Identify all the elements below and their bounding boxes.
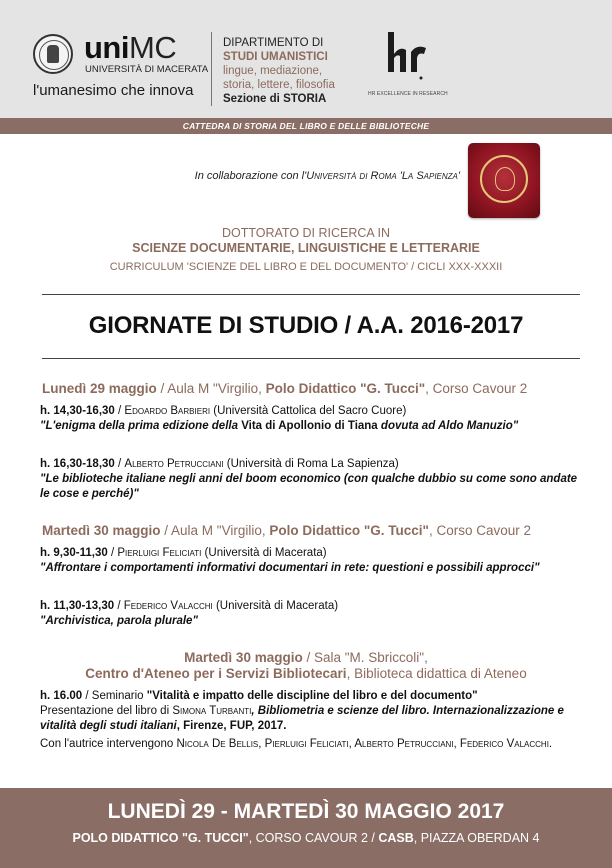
university-seal-icon — [33, 34, 73, 74]
footer-banner — [0, 788, 612, 868]
event-title: GIORNATE DI STUDIO / A.A. 2016-2017 — [88, 312, 524, 339]
sapienza-seal-icon — [468, 143, 540, 218]
footer-places: POLO DIDATTICO "G. TUCCI", CORSO CAVOUR 2 / CASB, PIAZZA OBERDAN 4 — [72, 831, 540, 845]
header — [0, 0, 612, 118]
hr-caption: HR EXCELLENCE IN RESEARCH — [368, 91, 448, 97]
day-heading-1: Lunedì 29 maggio / Aula M "Virgilio, Polo Didattico "G. Tucci", Corso Cavour 2 — [42, 381, 528, 396]
seminar-item: h. 16.00 / Seminario "Vitalità e impatto delle discipline del libro e del documento" Presentazione del libro di Simona Turbanti, Bibliometria e scienze del libro. Internazionalizzazione e vitalità degli studi italiani, Firenze, FUP, 2017. Con l'autrice intervengono Nicola De Bellis, Pierluigi Feliciati, Alberto Petrucciani, Federico Valacchi. — [40, 690, 564, 750]
unimc-logo: uniMC — [84, 30, 177, 65]
divider-bottom — [42, 358, 580, 359]
university-name: UNIVERSITÀ DI MACERATA — [85, 64, 209, 75]
talk-item: h. 14,30-16,30 / Edoardo Barbieri (Università Cattolica del Sacro Cuore) "L'enigma della prima edizione della Vita di Apollonio di Tiana dovuta ad Aldo Manuzio" — [40, 405, 519, 432]
doctorate-curriculum: CURRICULUM 'SCIENZE DEL LIBRO E DEL DOCUMENTO' / CICLI XXX-XXXII — [109, 261, 503, 273]
header-divider — [211, 32, 212, 106]
day-heading-3-line2: Centro d'Ateneo per i Servizi Bibliotecari, Biblioteca didattica di Ateneo — [85, 666, 527, 681]
motto: l'umanesimo che innova — [33, 82, 194, 99]
talk-item: h. 9,30-11,30 / Pierluigi Feliciati (Università di Macerata) "Affrontare i comportamenti informativi documentari in rete: questioni e possibili approcci" — [40, 547, 540, 574]
collaboration-line: In collaborazione con l'Università di Roma 'La Sapienza' — [194, 170, 460, 182]
talk-item: h. 16,30-18,30 / Alberto Petrucciani (Università di Roma La Sapienza) "Le biblioteche italiane negli anni del boom economico (con qualche dubbio su come sono andate le cose e perché)" — [40, 458, 578, 500]
talk-item: h. 11,30-13,30 / Federico Valacchi (Università di Macerata) "Archivistica, parola plurale" — [40, 600, 339, 627]
footer-dates: LUNEDÌ 29 - MARTEDÌ 30 MAGGIO 2017 — [107, 800, 505, 823]
doctorate-line-2: SCIENZE DOCUMENTARIE, LINGUISTICHE E LETTERARIE — [132, 241, 480, 255]
divider-top — [42, 294, 580, 295]
department-block: DIPARTIMENTO DI STUDI UMANISTICI lingue, mediazione, storia, lettere, filosofia Sezione di STORIA — [223, 37, 335, 105]
cattedra-banner: CATTEDRA DI STORIA DEL LIBRO E DELLE BIBLIOTECHE — [0, 118, 612, 134]
day-heading-3: Martedì 30 maggio / Sala "M. Sbriccoli", — [184, 650, 428, 665]
doctorate-line-1: DOTTORATO DI RICERCA IN — [221, 226, 391, 240]
hr-excellence-logo-icon — [384, 30, 430, 86]
day-heading-2: Martedì 30 maggio / Aula M "Virgilio, Polo Didattico "G. Tucci", Corso Cavour 2 — [42, 523, 531, 538]
